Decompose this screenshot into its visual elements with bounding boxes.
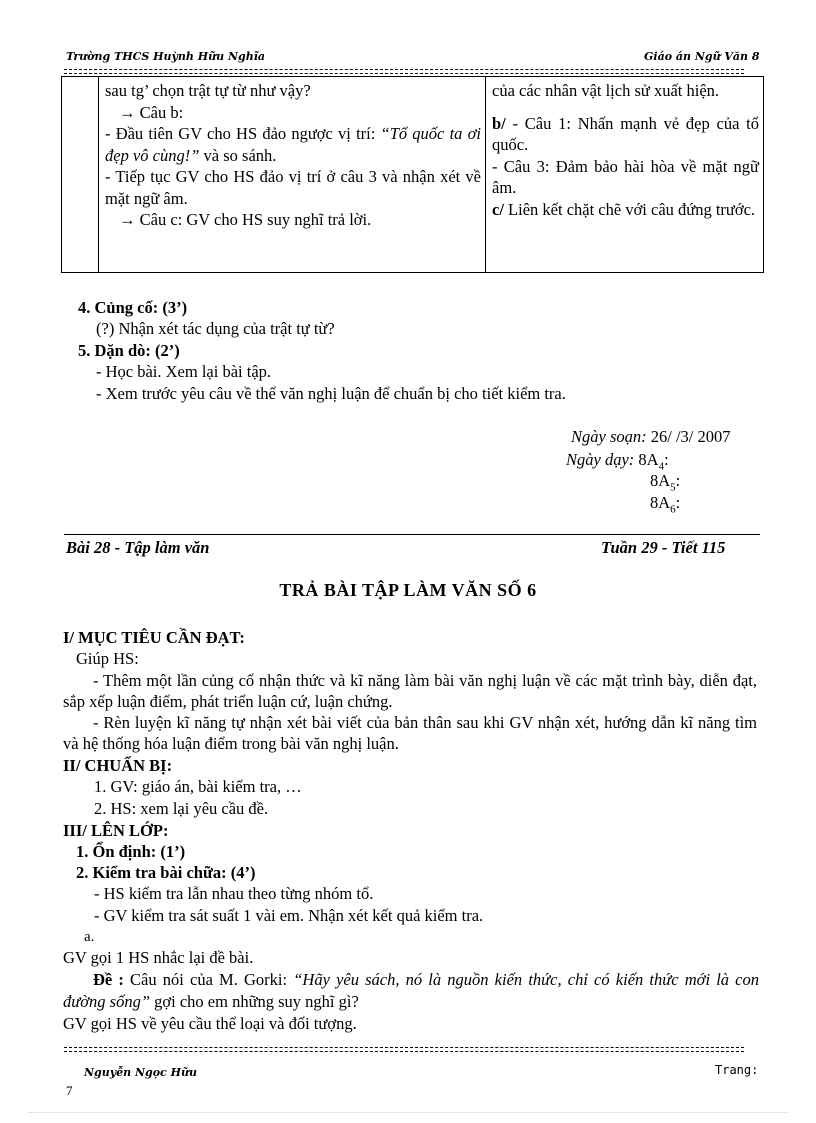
section-2-item: 2. HS: xem lại yêu cầu đề.	[94, 799, 269, 818]
section-3-heading: III/ LÊN LỚP:	[63, 821, 169, 840]
table-line: c/ Liên kết chặt chẽ với câu đứng trước.	[492, 199, 756, 219]
header-divider	[64, 69, 744, 70]
lesson-title: TRẢ BÀI TẬP LÀM VĂN SỐ 6	[279, 580, 537, 600]
cungco-heading: 4. Củng cố: (3’)	[78, 298, 188, 317]
dando-line: - Học bài. Xem lại bài tập.	[96, 362, 272, 381]
footer-divider-2	[64, 1051, 744, 1052]
date-taught: Ngày dạy: $8A_4$:	[566, 450, 669, 473]
table-col-content	[486, 77, 764, 273]
lesson-table	[61, 76, 764, 273]
gv-line-2: GV gọi HS về yêu cầu thể loại và đối tượng.	[63, 1014, 357, 1033]
dando-line: - Xem trước yêu câu về thể văn nghị luận để chuẩn bị cho tiết kiểm tra.	[96, 384, 566, 403]
kiemtra-line: - GV kiểm tra sát suất 1 vài em. Nhận xét kết quả kiểm tra.	[94, 906, 484, 925]
footer-divider	[64, 1047, 744, 1048]
ondinh-heading: 1. Ổn định: (1’)	[76, 842, 186, 861]
section-2-item: 1. GV: giáo án, bài kiểm tra, …	[94, 777, 302, 796]
table-line: - Tiếp tục GV cho HS đảo vị trí ở câu 3 và nhận xét về mặt ngữ âm.	[105, 167, 481, 208]
de-bai: Đề : Câu nói của M. Gorki: “Hãy yêu sách, nó là nguồn kiến thức, chỉ có kiến thức mới là con đường sống” gợi cho em những suy nghĩ gì?	[63, 970, 759, 1011]
section-1-p1: - Thêm một lần củng cố nhận thức và kĩ năng làm bài văn nghị luận về các mặt trình bày, diễn đạt, sắp xếp luận điểm, phát triển luận cứ, luận chứng.	[63, 671, 757, 711]
school-name: Trường THCS Huỳnh Hữu Nghĩa	[66, 50, 266, 63]
table-line: b/ - Câu 1: Nhấn mạnh vẻ đẹp của tổ quốc.	[492, 113, 759, 154]
table-line: - Đầu tiên GV cho HS đảo ngược vị trí: “Tổ quốc ta ơi đẹp vô cùng!” và so sánh.	[105, 124, 481, 165]
table-col-activity	[99, 77, 486, 273]
header-divider-2	[64, 73, 744, 74]
subject-name: Giáo án Ngữ Văn 8	[644, 50, 760, 63]
page-number: 7	[66, 1083, 73, 1098]
date-prepared: Ngày soạn: 26/ /3/ 2007	[571, 427, 731, 446]
cungco-line: (?) Nhận xét tác dụng của trật tự từ?	[96, 319, 335, 338]
lesson-label: Bài 28 - Tập làm văn	[66, 538, 210, 557]
gv-line-1: GV gọi 1 HS nhắc lại đề bài.	[63, 948, 254, 967]
table-line: sau tg’ chọn trật tự từ như vậy?	[105, 81, 311, 100]
lesson-week: Tuần 29 - Tiết 115	[601, 538, 726, 557]
section-1-intro: Giúp HS:	[76, 649, 139, 668]
table-line: - Câu 3: Đảm bảo hài hòa về mặt ngữ âm.	[492, 156, 759, 197]
author-name: Nguyễn Ngọc Hữu	[84, 1066, 197, 1079]
lesson-divider	[64, 534, 760, 535]
section-1-p2: - Rèn luyện kĩ năng tự nhận xét bài viết của bản thân sau khi GV nhận xét, hướng dẫn kĩ năng tìm và hệ thống hóa luận điểm trong bài văn nghị luận.	[63, 713, 757, 753]
page-label: Trang:	[715, 1063, 759, 1077]
table-line: của các nhân vật lịch sử xuất hiện.	[492, 81, 720, 100]
table-line: → Câu c: GV cho HS suy nghĩ trả lời.	[119, 210, 372, 229]
class-entry: $8A_6$:	[650, 493, 681, 516]
table-line: → Câu b:	[119, 102, 184, 122]
class-entry: $8A_5$:	[650, 471, 681, 494]
table-col-blank	[62, 77, 99, 273]
section-1-heading: I/ MỤC TIÊU CẦN ĐẠT:	[63, 628, 245, 647]
section-2-heading: II/ CHUẨN BỊ:	[63, 756, 173, 775]
dando-heading: 5. Dặn dò: (2’)	[78, 341, 180, 360]
page-edge	[28, 1112, 788, 1113]
item-a: a.	[84, 929, 95, 945]
kiemtra-line: - HS kiểm tra lẫn nhau theo từng nhóm tổ.	[94, 884, 374, 903]
kiemtra-heading: 2. Kiểm tra bài chữa: (4’)	[76, 863, 256, 882]
